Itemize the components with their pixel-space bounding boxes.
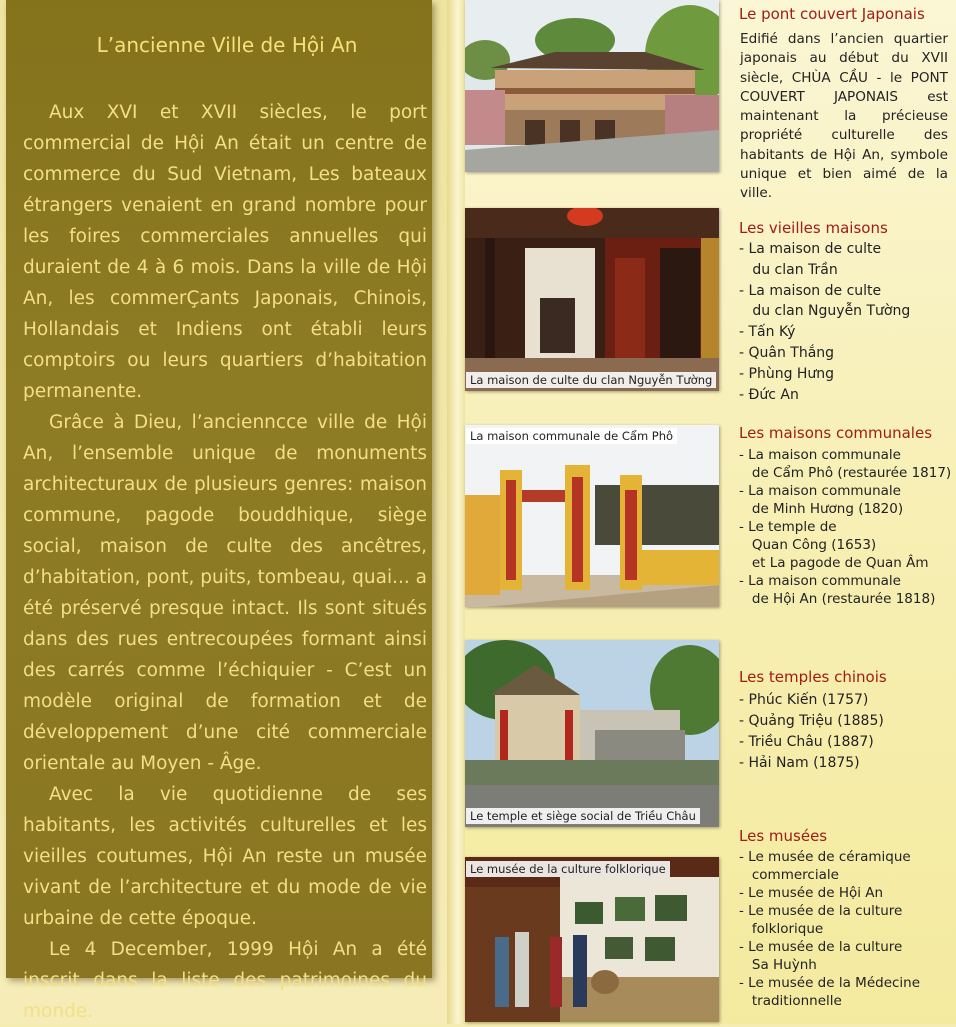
section-title-museums: Les musées xyxy=(739,827,828,845)
photo-nguyen-tuong-house xyxy=(465,208,719,391)
list-item: - Đức An xyxy=(739,386,799,403)
section-title-old-houses: Les vieilles maisons xyxy=(739,219,888,237)
section-title-communal-houses: Les maisons communales xyxy=(739,424,933,442)
list-item: - Le temple de xyxy=(739,519,837,535)
caption-photo-2: La maison de culte du clan Nguyễn Tường xyxy=(466,372,716,388)
list-item: - Le musée de Hội An xyxy=(739,885,884,901)
page-title: L’ancienne Ville de Hội An xyxy=(96,33,358,57)
photo-cam-pho-communal-house xyxy=(465,425,719,607)
list-item: de Minh Hương (1820) xyxy=(739,501,904,517)
list-item: - Triều Châu (1887) xyxy=(739,734,874,750)
old-houses-list xyxy=(739,239,953,405)
list-item: commerciale xyxy=(739,867,839,883)
list-item: - La maison communale xyxy=(739,483,901,499)
list-item: du clan Nguyễn Tường xyxy=(739,303,911,320)
list-item: - Tấn Ký xyxy=(739,324,796,341)
caption-photo-4: Le temple et siège social de Triều Châu xyxy=(466,808,700,824)
photo-covered-bridge xyxy=(465,0,719,172)
museums-list xyxy=(739,848,953,1010)
page-fold xyxy=(447,0,465,1024)
intro-paragraph-2: Grâce à Dieu, l’ancienncce ville de Hội An, l’ensemble unique de monuments architecturaux de plusieurs genres: maison commune, pagode bouddhique, siège social, maison de culte des ancêtres, d’habitation, pont, puits, tombeau, quai... a été préservé presque intact. Ils sont situés dans des rues entrecoupées formant ainsi des carrés comme l’échiquier - C’est un modèle original de formation et de développement d’une cité commerciale orientale au Moyen - Âge. xyxy=(23,412,427,774)
list-item: - Le musée de céramique xyxy=(739,849,911,865)
intro-paragraph-3: Avec la vie quotidienne de ses habitants, les activités culturelles et les vieilles coutumes, Hội An reste un musée vivant de l’architecture et du mode de vie urbaine de cette époque. xyxy=(23,784,427,929)
caption-photo-5: Le musée de la culture folklorique xyxy=(466,861,670,877)
list-item: de Hội An (restaurée 1818) xyxy=(739,591,936,607)
caption-photo-3: La maison communale de Cẩm Phô xyxy=(466,428,677,444)
list-item: - La maison communale xyxy=(739,573,901,589)
list-item: folklorique xyxy=(739,921,824,937)
list-item: - Le musée de la culture xyxy=(739,903,903,919)
list-item: - Quân Thắng xyxy=(739,344,835,361)
intro-paragraph-1: Aux XVI et XVII siècles, le port commercial de Hội An était un centre de commerce du Sud Vietnam, Les bateaux étrangers venaient en grand nombre pour les foires commerciales annuelles qui duraient de 4 à 6 mois. Dans la ville de Hội An, les commerÇants Japonais, Chinois, Hollandais et Indiens ont établi leurs comptoirs ou leurs quartiers d’habitation permanente. xyxy=(23,102,427,402)
section-title-bridge: Le pont couvert Japonais xyxy=(739,5,925,23)
list-item: du clan Trần xyxy=(739,261,838,278)
list-item: - Hải Nam (1875) xyxy=(739,755,860,771)
chinese-temples-list xyxy=(739,690,953,774)
intro-paragraph-4: Le 4 December, 1999 Hội An a été inscrit dans la liste des patrimoines du monde. xyxy=(23,939,427,1022)
list-item: - Le musée de la culture xyxy=(739,939,903,955)
list-item: traditionnelle xyxy=(739,993,842,1009)
bridge-description: Edifié dans l’ancien quartier japonais au début du XVII siècle, CHÙA CẦU - le PONT COUVERT JAPONAIS est maintenant la précieuse propriété culturelle des habitants de Hội An, symbole unique et bien aimé de la ville. xyxy=(740,31,948,202)
photo-trieu-chau-temple xyxy=(465,640,719,827)
section-title-chinese-temples: Les temples chinois xyxy=(739,668,887,686)
list-item: - La maison communale xyxy=(739,447,901,463)
list-item: et La pagode de Quan Âm xyxy=(739,555,929,571)
list-item: Quan Công (1653) xyxy=(739,537,877,553)
list-item: - Phúc Kiến (1757) xyxy=(739,692,869,708)
list-item: de Cẩm Phô (restaurée 1817) xyxy=(739,465,952,481)
list-item: - La maison de culte xyxy=(739,241,882,257)
list-item: - La maison de culte xyxy=(739,282,882,299)
list-item: - Le musée de la Médecine xyxy=(739,975,921,991)
photo-folklore-museum xyxy=(465,857,719,1022)
intro-panel xyxy=(6,0,432,1022)
list-item: Sa Huỳnh xyxy=(739,957,817,973)
communal-houses-list xyxy=(739,446,953,608)
list-item: - Quảng Triệu (1885) xyxy=(739,713,884,729)
intro-text xyxy=(23,97,427,1027)
list-item: - Phùng Hưng xyxy=(739,365,835,382)
